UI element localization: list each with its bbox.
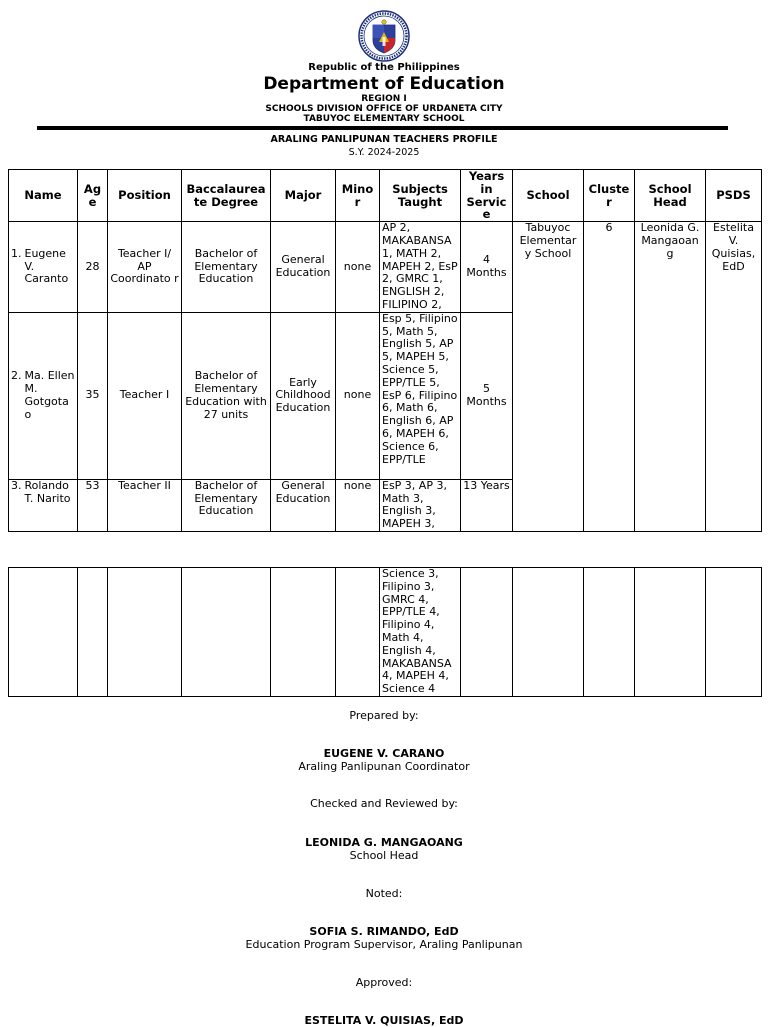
empty-cell xyxy=(78,568,108,697)
checked-by-title: School Head xyxy=(349,849,419,862)
empty-cell xyxy=(461,568,513,697)
psds-cell: Estelita V. Quisias, EdD xyxy=(706,222,762,532)
empty-cell xyxy=(271,568,336,697)
row-number: 3. xyxy=(11,479,22,492)
prepared-by-name: EUGENE V. CARANO xyxy=(323,747,445,760)
row-number: 2. xyxy=(11,369,22,383)
header-subjects: Subjects Taught xyxy=(380,170,461,222)
division-label: SCHOOLS DIVISION OFFICE OF URDANETA CITY xyxy=(265,104,503,114)
minor-cell: none xyxy=(336,312,380,479)
school-year: S.Y. 2024-2025 xyxy=(348,147,420,158)
cluster-cell: 6 xyxy=(584,222,635,532)
row-number: 1. xyxy=(11,246,22,260)
age-cell: 35 xyxy=(78,312,108,479)
department-title: Department of Education xyxy=(263,74,505,94)
document-title: ARALING PANLIPUNAN TEACHERS PROFILE xyxy=(270,134,498,145)
position-cell: Teacher I xyxy=(108,312,182,479)
teacher-name: Rolando T. Narito xyxy=(24,479,71,505)
empty-cell xyxy=(108,568,182,697)
checked-by-block xyxy=(0,836,768,862)
approved-by-label: Approved: xyxy=(355,976,413,989)
teacher-name: Ma. Ellen M. Gotgota o xyxy=(24,369,75,421)
position-cell: Teacher I/ AP Coordinato r xyxy=(108,222,182,313)
empty-cell xyxy=(9,568,78,697)
checked-by-label: Checked and Reviewed by: xyxy=(310,797,458,810)
years-cell: 5 Months xyxy=(461,312,513,479)
header-degree: Baccalaurea te Degree xyxy=(182,170,271,222)
header-psds: PSDS xyxy=(706,170,762,222)
header-school-head: School Head xyxy=(635,170,706,222)
checked-by-name: LEONIDA G. MANGAOANG xyxy=(305,836,463,849)
years-cell: 13 Years xyxy=(461,479,513,531)
noted-by-name: SOFIA S. RIMANDO, EdD xyxy=(309,925,459,938)
approved-by-block xyxy=(0,1014,768,1027)
degree-cell: Bachelor of Elementary Education xyxy=(182,222,271,313)
school-head-cell: Leonida G. Mangaoan g xyxy=(635,222,706,532)
continuation-table xyxy=(8,567,762,697)
position-cell: Teacher II xyxy=(108,479,182,531)
school-cell: Tabuyoc Elementar y School xyxy=(513,222,584,532)
empty-cell xyxy=(584,568,635,697)
header-years: Years in Servic e xyxy=(461,170,513,222)
header-minor: Mino r xyxy=(336,170,380,222)
subjects-cell: AP 2, MAKABANSA 1, MATH 2, MAPEH 2, EsP 2, GMRC 1, ENGLISH 2, FILIPINO 2, xyxy=(380,222,461,313)
empty-cell xyxy=(706,568,762,697)
subjects-cell: Science 3, Filipino 3, GMRC 4, EPP/TLE 4, Filipino 4, Math 4, English 4, MAKABANSA 4, MAPEH 4, Science 4 xyxy=(380,568,461,697)
degree-cell: Bachelor of Elementary Education xyxy=(182,479,271,531)
age-cell: 53 xyxy=(78,479,108,531)
subjects-cell: Esp 5, Filipino 5, Math 5, English 5, AP 5, MAPEH 5, Science 5, EPP/TLE 5, EsP 6, Filipino 6, Math 6, English 6, AP 6, MAPEH 6, Science 6, EPP/TLE xyxy=(380,312,461,479)
prepared-by-label: Prepared by: xyxy=(349,709,419,722)
region-label: REGION I xyxy=(361,94,407,104)
header-position: Position xyxy=(108,170,182,222)
header-divider xyxy=(37,126,728,130)
empty-cell xyxy=(513,568,584,697)
minor-cell: none xyxy=(336,222,380,313)
empty-cell xyxy=(182,568,271,697)
header-cluster: Cluste r xyxy=(584,170,635,222)
table-row xyxy=(9,568,762,697)
teachers-profile-table xyxy=(8,169,762,532)
name-cell xyxy=(9,312,78,479)
republic-label: Republic of the Philippines xyxy=(308,62,460,73)
header-school: School xyxy=(513,170,584,222)
document-header xyxy=(0,10,768,124)
header-major: Major xyxy=(271,170,336,222)
name-cell xyxy=(9,479,78,531)
years-cell: 4 Months xyxy=(461,222,513,313)
empty-cell xyxy=(635,568,706,697)
deped-seal-icon xyxy=(358,10,410,62)
prepared-by-block xyxy=(0,747,768,773)
noted-by-title: Education Program Supervisor, Araling Panlipunan xyxy=(245,938,523,951)
subjects-cell: EsP 3, AP 3, Math 3, English 3, MAPEH 3, xyxy=(380,479,461,531)
major-cell: General Education xyxy=(271,479,336,531)
table-row xyxy=(9,222,762,313)
header-name: Name xyxy=(9,170,78,222)
age-cell: 28 xyxy=(78,222,108,313)
approved-by-name: ESTELITA V. QUISIAS, EdD xyxy=(304,1014,464,1027)
empty-cell xyxy=(336,568,380,697)
prepared-by-title: Araling Panlipunan Coordinator xyxy=(298,760,470,773)
teacher-name: Eugene V. Caranto xyxy=(24,246,69,286)
school-label: TABUYOC ELEMENTARY SCHOOL xyxy=(303,114,465,124)
header-age: Ag e xyxy=(78,170,108,222)
noted-by-block xyxy=(0,925,768,951)
table-header-row xyxy=(9,170,762,222)
minor-cell: none xyxy=(336,479,380,531)
major-cell: General Education xyxy=(271,222,336,313)
major-cell: Early Childhood Education xyxy=(271,312,336,479)
name-cell xyxy=(9,222,78,313)
degree-cell: Bachelor of Elementary Education with 27 units xyxy=(182,312,271,479)
noted-by-label: Noted: xyxy=(365,887,403,900)
